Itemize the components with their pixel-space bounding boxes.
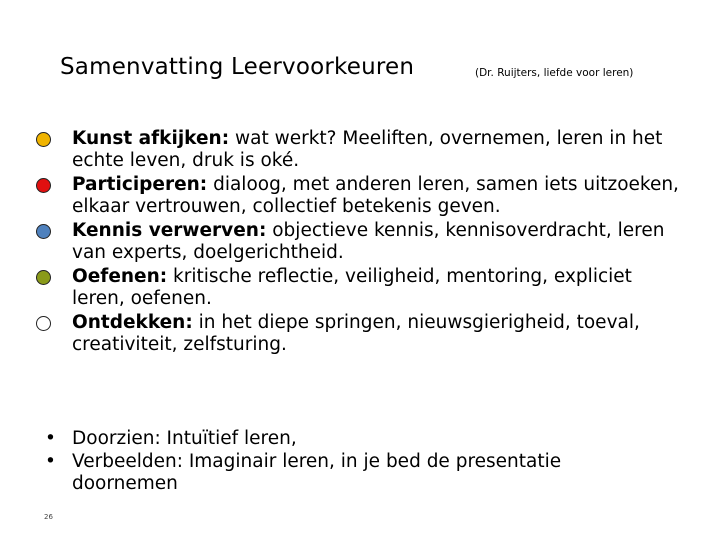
bullet-text: Verbeelden: Imaginair leren, in je bed de presentatie doornemen bbox=[72, 451, 562, 494]
list-item bbox=[0, 312, 720, 355]
item-description: wat werkt? Meeliften, overnemen, leren in het echte leven, druk is oké. bbox=[72, 128, 663, 171]
list-item bbox=[0, 220, 720, 263]
bullet-icon: • bbox=[45, 428, 56, 449]
item-description: in het diepe springen, nieuwsgierigheid, toeval, creativiteit, zelfsturing. bbox=[72, 312, 640, 355]
bullet-list bbox=[0, 428, 720, 496]
item-term: Participeren: bbox=[72, 174, 208, 195]
bullet-item bbox=[0, 451, 720, 495]
list-item bbox=[0, 128, 720, 171]
item-text bbox=[72, 174, 682, 217]
slide-subtitle: (Dr. Ruijters, liefde voor leren) bbox=[475, 67, 634, 79]
bullet-text: Doorzien: Intuïtief leren, bbox=[72, 428, 297, 449]
slide-title: Samenvatting Leervoorkeuren bbox=[60, 54, 415, 80]
learning-preferences-list bbox=[0, 128, 720, 358]
item-text bbox=[72, 266, 682, 309]
blue-circle-icon bbox=[36, 224, 51, 239]
white-circle-icon bbox=[36, 316, 51, 331]
red-circle-icon bbox=[36, 178, 51, 193]
item-term: Ontdekken: bbox=[72, 312, 193, 333]
item-description: dialoog, met anderen leren, samen iets uitzoeken, elkaar vertrouwen, collectief betekenis geven. bbox=[72, 174, 679, 217]
green-circle-icon bbox=[36, 270, 51, 285]
item-term: Oefenen: bbox=[72, 266, 168, 287]
bullet-icon: • bbox=[45, 451, 56, 472]
item-description: kritische reflectie, veiligheid, mentoring, expliciet leren, oefenen. bbox=[72, 266, 632, 309]
page-number: 26 bbox=[44, 513, 53, 521]
item-text bbox=[72, 312, 682, 355]
bullet-item bbox=[0, 428, 720, 450]
item-text bbox=[72, 220, 682, 263]
yellow-circle-icon bbox=[36, 132, 51, 147]
list-item bbox=[0, 266, 720, 309]
item-description: objectieve kennis, kennisoverdracht, leren van experts, doelgerichtheid. bbox=[72, 220, 665, 263]
list-item bbox=[0, 174, 720, 217]
item-text bbox=[72, 128, 682, 171]
item-term: Kunst afkijken: bbox=[72, 128, 230, 149]
item-term: Kennis verwerven: bbox=[72, 220, 267, 241]
